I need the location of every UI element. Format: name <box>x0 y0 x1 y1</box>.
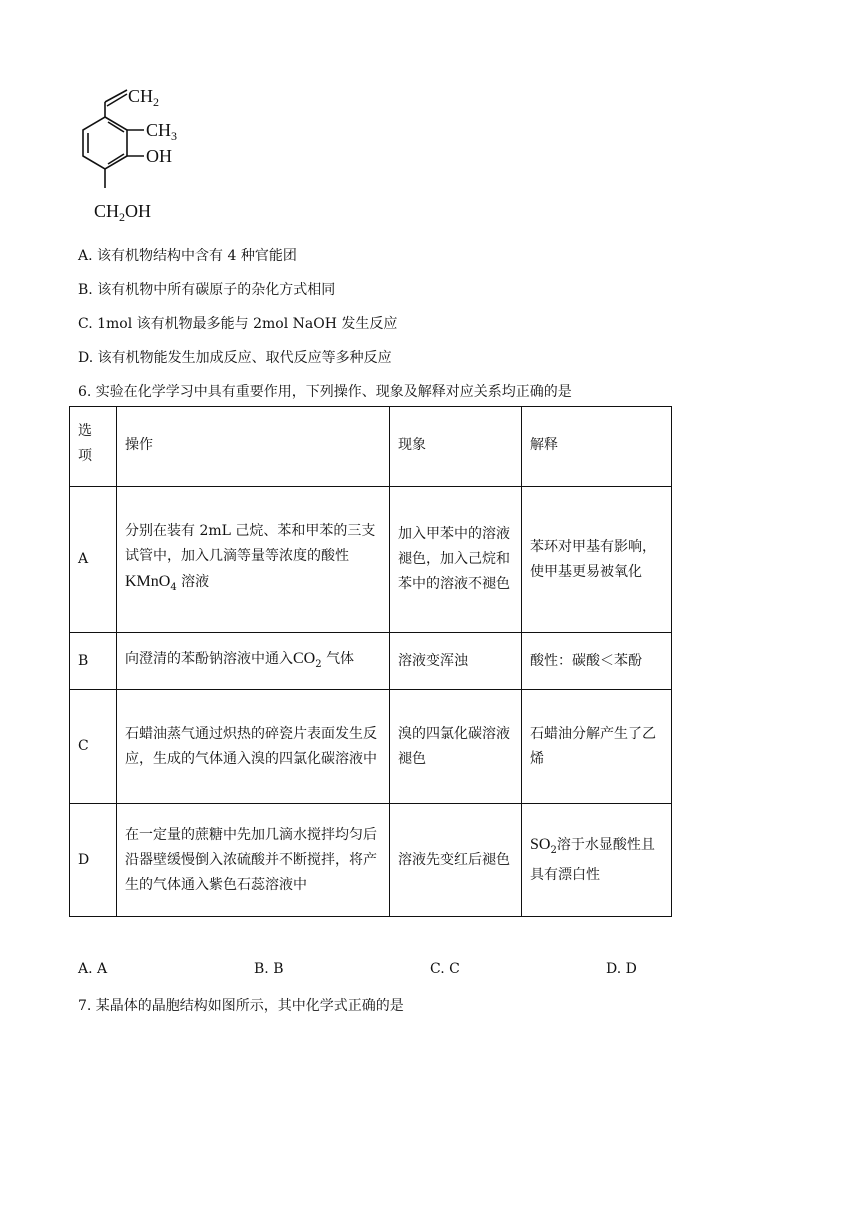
table-row <box>70 690 672 804</box>
q5-option-c: C. 1mol 该有机物最多能与 2mol NaOH 发生反应 <box>78 316 398 332</box>
header-operation: 操作 <box>117 407 390 487</box>
q5-option-b: B. 该有机物中所有碳原子的杂化方式相同 <box>78 282 336 298</box>
methyl-label: CH <box>146 120 172 140</box>
header-option: 选项 <box>70 407 117 487</box>
svg-text:CH3: $CH_3$ <box>146 120 178 143</box>
q5-option-d: D. 该有机物能发生加成反应、取代反应等多种反应 <box>78 350 392 366</box>
row-c-operation: 石蜡油蒸气通过炽热的碎瓷片表面发生反应，生成的气体通入溴的四氯化碳溶液中 <box>117 690 390 804</box>
svg-text:CH2OH: $CH_2OH$ <box>94 201 152 224</box>
table-row <box>70 804 672 917</box>
row-d-phenomenon: 溶液先变红后褪色 <box>390 804 522 917</box>
benzene-ring <box>83 117 127 169</box>
header-explanation: 解释 <box>522 407 672 487</box>
row-d-operation: 在一定量的蔗糖中先加几滴水搅拌均匀后沿器壁缓慢倒入浓硫酸并不断搅拌，将产生的气体通入紫色石蕊溶液中 <box>117 804 390 917</box>
row-b-phenomenon: 溶液变浑浊 <box>390 633 522 690</box>
vinyl-ch2-label: CH <box>128 86 154 106</box>
q6-stem: 6. 实验在化学学习中具有重要作用，下列操作、现象及解释对应关系均正确的是 <box>78 384 572 400</box>
svg-text:CH2: $CH_2$ <box>128 86 160 109</box>
q5-option-a: A. 该有机物结构中含有 4 种官能团 <box>78 248 297 264</box>
q6-choice-a: A. A <box>78 961 108 977</box>
row-c-phenomenon: 溴的四氯化碳溶液褪色 <box>390 690 522 804</box>
q7-stem: 7. 某晶体的晶胞结构如图所示，其中化学式正确的是 <box>78 998 404 1014</box>
row-a-label: A <box>70 487 117 633</box>
header-phenomenon: 现象 <box>390 407 522 487</box>
table-row <box>70 633 672 690</box>
row-a-operation: 分别在装有 2mL 己烷、苯和甲苯的三支试管中，加入几滴等量等浓度的酸性 KMnO$_4$ 溶液 <box>117 487 390 633</box>
row-b-explanation: 酸性：碳酸＜苯酚 <box>522 633 672 690</box>
row-c-label: C <box>70 690 117 804</box>
hydroxyl-label: OH <box>146 146 172 166</box>
hydroxymethyl-label: CH <box>94 201 120 221</box>
table-header-row <box>70 407 672 487</box>
row-b-label: B <box>70 633 117 690</box>
row-d-label: D <box>70 804 117 917</box>
molecule-structure-figure <box>72 80 212 230</box>
row-b-operation: 向澄清的苯酚钠溶液中通入$CO_2$ 气体 <box>117 633 390 690</box>
row-d-explanation: $SO_2$溶于水显酸性且具有漂白性 <box>522 804 672 917</box>
q6-choice-d: D. D <box>606 961 637 977</box>
row-a-phenomenon: 加入甲苯中的溶液褪色，加入己烷和苯中的溶液不褪色 <box>390 487 522 633</box>
table-row <box>70 487 672 633</box>
row-a-explanation: 苯环对甲基有影响，使甲基更易被氧化 <box>522 487 672 633</box>
q6-choice-c: C. C <box>430 961 460 977</box>
q6-choice-b: B. B <box>254 961 284 977</box>
row-c-explanation: 石蜡油分解产生了乙烯 <box>522 690 672 804</box>
experiment-table <box>69 406 672 917</box>
